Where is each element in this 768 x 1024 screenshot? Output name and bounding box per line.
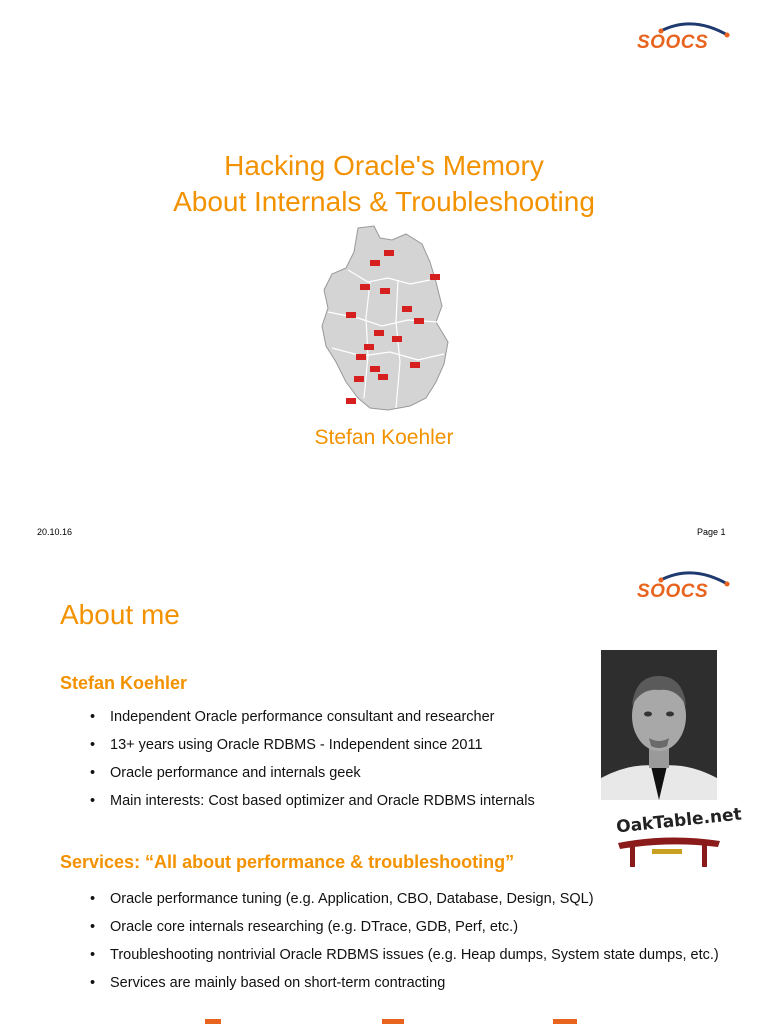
slide-title-line1: Hacking Oracle's Memory	[224, 150, 544, 181]
slide-heading: About me	[60, 599, 180, 630]
logo-text: SOOCS	[637, 581, 709, 602]
person-icon	[601, 650, 717, 800]
oaktable-logo	[612, 804, 743, 867]
name-heading: Stefan Koehler	[60, 673, 188, 693]
list-item: • Main interests: Cost based optimizer and Oracle RDBMS internals	[90, 793, 535, 810]
list-item: • Troubleshooting nontrivial Oracle RDBMS issues (e.g. Heap dumps, System state dumps, etc.)	[90, 947, 750, 964]
author-name: Stefan Koehler	[314, 426, 454, 449]
about-bullets	[90, 709, 535, 810]
list-item: • Oracle performance and internals geek	[90, 765, 535, 782]
table-icon	[612, 809, 724, 867]
footer-date: 20.10.16	[37, 527, 73, 537]
oaktable-text: OakTable.net	[615, 804, 743, 838]
logo-text: SOOCS	[637, 32, 709, 53]
list-item: • 13+ years using Oracle RDBMS - Independent since 2011	[90, 737, 535, 754]
slide-title-line2: About Internals & Troubleshooting	[173, 186, 595, 217]
list-item: • Independent Oracle performance consultant and researcher	[90, 709, 535, 726]
list-item: • Services are mainly based on short-term contracting	[90, 975, 750, 992]
soocs-logo	[637, 14, 737, 58]
list-item: • Oracle performance tuning (e.g. Application, CBO, Database, Design, SQL)	[90, 891, 750, 908]
portrait-photo	[601, 650, 717, 800]
germany-map-icon	[318, 222, 458, 418]
services-bullets	[90, 891, 750, 992]
services-heading: Services: “All about performance & troubleshooting”	[60, 852, 515, 872]
decorative-shape	[205, 1019, 221, 1024]
decorative-shape	[382, 1019, 404, 1024]
decorative-shape	[553, 1019, 577, 1024]
footer-page: Page 1	[697, 527, 726, 537]
about-me-slide	[0, 555, 768, 1024]
soocs-logo	[637, 563, 737, 607]
list-item: • Oracle core internals researching (e.g. DTrace, GDB, Perf, etc.)	[90, 919, 750, 936]
